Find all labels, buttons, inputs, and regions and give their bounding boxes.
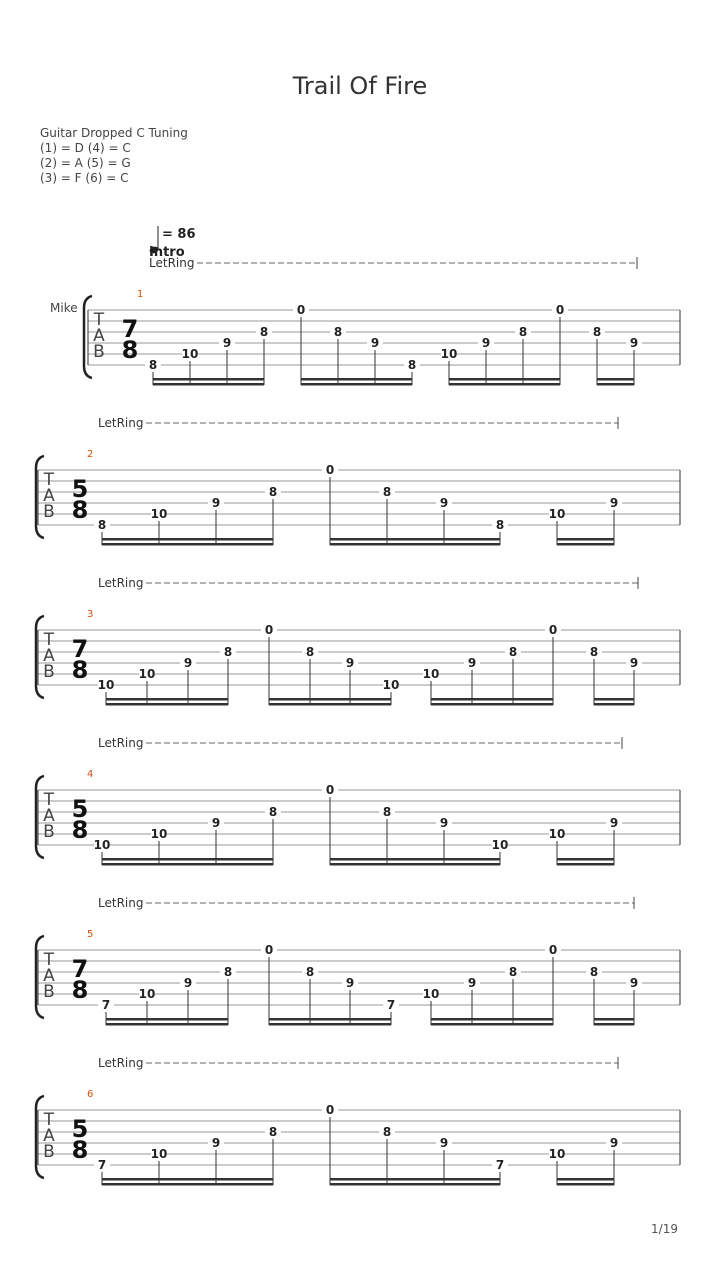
- beam-primary: [597, 383, 634, 386]
- beam-primary: [449, 383, 560, 386]
- fret-number: 10: [138, 987, 156, 1001]
- fret-number: 9: [211, 816, 221, 830]
- fret-number: 8: [268, 485, 278, 499]
- tab-clef-letter: B: [43, 982, 55, 1002]
- beam-primary: [153, 383, 264, 386]
- beam-secondary: [597, 378, 634, 381]
- time-signature-numerator: 5: [71, 795, 89, 823]
- beam-primary: [301, 383, 412, 386]
- measure-number: 6: [87, 1089, 94, 1100]
- tab-system: [36, 576, 680, 706]
- tab-clef-letter: A: [93, 326, 105, 346]
- time-signature-numerator: 5: [71, 475, 89, 503]
- tab-clef-letter: A: [43, 646, 55, 666]
- beam-primary: [102, 543, 273, 546]
- beam-secondary: [106, 698, 228, 701]
- beam-primary: [557, 1183, 614, 1186]
- let-ring-label: LetRing: [98, 1056, 144, 1070]
- fret-number: 9: [211, 496, 221, 510]
- measure-number: 1: [137, 289, 144, 300]
- tab-clef-letter: B: [43, 1142, 55, 1162]
- fret-number: 9: [345, 976, 355, 990]
- beam-primary: [594, 1023, 634, 1026]
- beam-secondary: [102, 1178, 273, 1181]
- fret-number: 8: [97, 518, 107, 532]
- fret-number: 9: [222, 336, 232, 350]
- beam-secondary: [557, 538, 614, 541]
- tab-clef-letter: B: [43, 502, 55, 522]
- fret-number: 10: [548, 1147, 566, 1161]
- fret-number: 7: [495, 1158, 505, 1172]
- beam-secondary: [269, 698, 391, 701]
- track-name: Mike: [50, 301, 78, 315]
- tab-clef-letter: A: [43, 966, 55, 986]
- fret-number: 10: [440, 347, 458, 361]
- beam-secondary: [557, 1178, 614, 1181]
- beam-primary: [330, 543, 500, 546]
- fret-number: 8: [148, 358, 158, 372]
- fret-number: 9: [629, 656, 639, 670]
- fret-number: 8: [589, 645, 599, 659]
- fret-number: 9: [629, 976, 639, 990]
- fret-number: 8: [268, 1125, 278, 1139]
- fret-number: 10: [548, 507, 566, 521]
- tab-system: [36, 1056, 680, 1186]
- let-ring-label: LetRing: [98, 416, 144, 430]
- fret-number: 10: [93, 838, 111, 852]
- beam-primary: [557, 863, 614, 866]
- fret-number: 0: [325, 1103, 335, 1117]
- time-signature-denominator: 8: [71, 1136, 89, 1164]
- beam-secondary: [301, 378, 412, 381]
- fret-number: 8: [223, 965, 233, 979]
- fret-number: 9: [629, 336, 639, 350]
- fret-number: 8: [518, 325, 528, 339]
- beam-secondary: [431, 1018, 553, 1021]
- fret-number: 8: [268, 805, 278, 819]
- fret-number: 9: [345, 656, 355, 670]
- tab-clef-letter: T: [93, 310, 105, 330]
- tab-clef-letter: T: [43, 950, 55, 970]
- beam-secondary: [557, 858, 614, 861]
- page-number: 1/19: [651, 1222, 678, 1236]
- let-ring-label: LetRing: [149, 256, 195, 270]
- tab-clef-letter: B: [43, 662, 55, 682]
- fret-number: 0: [296, 303, 306, 317]
- fret-number: 0: [548, 623, 558, 637]
- fret-number: 8: [333, 325, 343, 339]
- fret-number: 8: [407, 358, 417, 372]
- fret-number: 10: [491, 838, 509, 852]
- tuning-line: (1) = D (4) = C: [40, 141, 131, 155]
- fret-number: 0: [264, 943, 274, 957]
- fret-number: 8: [495, 518, 505, 532]
- beam-secondary: [102, 858, 273, 861]
- fret-number: 9: [609, 496, 619, 510]
- fret-number: 10: [97, 678, 115, 692]
- tab-clef-letter: A: [43, 1126, 55, 1146]
- fret-number: 8: [508, 965, 518, 979]
- beam-secondary: [431, 698, 553, 701]
- tab-clef-letter: T: [43, 470, 55, 490]
- fret-number: 7: [101, 998, 111, 1012]
- fret-number: 0: [325, 463, 335, 477]
- fret-number: 9: [467, 656, 477, 670]
- fret-number: 9: [183, 656, 193, 670]
- beam-primary: [330, 863, 500, 866]
- fret-number: 10: [150, 827, 168, 841]
- fret-number: 9: [439, 1136, 449, 1150]
- beam-primary: [431, 1023, 553, 1026]
- tempo-value: = 86: [162, 227, 196, 242]
- fret-number: 9: [439, 816, 449, 830]
- beam-primary: [594, 703, 634, 706]
- time-signature-denominator: 8: [71, 656, 89, 684]
- time-signature-denominator: 8: [121, 336, 139, 364]
- measure-number: 3: [87, 609, 94, 620]
- fret-number: 8: [589, 965, 599, 979]
- tuning-line: (2) = A (5) = G: [40, 156, 131, 170]
- fret-number: 0: [325, 783, 335, 797]
- tab-clef-letter: B: [93, 342, 105, 362]
- tab-system: [36, 416, 680, 546]
- time-signature-numerator: 7: [121, 315, 139, 343]
- fret-number: 0: [264, 623, 274, 637]
- beam-secondary: [330, 538, 500, 541]
- beam-primary: [431, 703, 553, 706]
- let-ring-label: LetRing: [98, 896, 144, 910]
- beam-secondary: [449, 378, 560, 381]
- tuning-header: Guitar Dropped C Tuning: [40, 126, 188, 140]
- measure-number: 5: [87, 929, 94, 940]
- fret-number: 7: [97, 1158, 107, 1172]
- fret-number: 9: [183, 976, 193, 990]
- tab-clef-letter: B: [43, 822, 55, 842]
- time-signature-denominator: 8: [71, 816, 89, 844]
- score-title: Trail Of Fire: [292, 72, 428, 100]
- tab-clef-letter: A: [43, 806, 55, 826]
- measure-number: 4: [87, 769, 94, 780]
- fret-number: 8: [259, 325, 269, 339]
- fret-number: 10: [422, 667, 440, 681]
- beam-primary: [330, 1183, 500, 1186]
- fret-number: 10: [150, 1147, 168, 1161]
- fret-number: 8: [508, 645, 518, 659]
- beam-secondary: [594, 1018, 634, 1021]
- let-ring-label: LetRing: [98, 576, 144, 590]
- fret-number: 10: [548, 827, 566, 841]
- fret-number: 0: [548, 943, 558, 957]
- beam-primary: [269, 703, 391, 706]
- beam-secondary: [269, 1018, 391, 1021]
- tab-clef-letter: T: [43, 630, 55, 650]
- tab-clef-letter: T: [43, 1110, 55, 1130]
- time-signature-denominator: 8: [71, 976, 89, 1004]
- tab-clef-letter: T: [43, 790, 55, 810]
- let-ring-label: LetRing: [98, 736, 144, 750]
- fret-number: 10: [181, 347, 199, 361]
- fret-number: 8: [305, 645, 315, 659]
- beam-secondary: [106, 1018, 228, 1021]
- time-signature-numerator: 7: [71, 635, 89, 663]
- fret-number: 8: [382, 485, 392, 499]
- fret-number: 9: [609, 816, 619, 830]
- fret-number: 10: [382, 678, 400, 692]
- beam-primary: [106, 1023, 228, 1026]
- fret-number: 0: [555, 303, 565, 317]
- time-signature-denominator: 8: [71, 496, 89, 524]
- tab-system: [36, 896, 680, 1026]
- fret-number: 8: [382, 805, 392, 819]
- fret-number: 9: [467, 976, 477, 990]
- beam-secondary: [102, 538, 273, 541]
- tuning-line: (3) = F (6) = C: [40, 171, 129, 185]
- tab-clef-letter: A: [43, 486, 55, 506]
- fret-number: 9: [439, 496, 449, 510]
- beam-primary: [102, 1183, 273, 1186]
- tab-system: [36, 736, 680, 866]
- beam-secondary: [153, 378, 264, 381]
- fret-number: 10: [422, 987, 440, 1001]
- time-signature-numerator: 7: [71, 955, 89, 983]
- beam-primary: [106, 703, 228, 706]
- beam-secondary: [330, 1178, 500, 1181]
- beam-secondary: [330, 858, 500, 861]
- fret-number: 10: [138, 667, 156, 681]
- tab-system: [84, 256, 680, 386]
- measure-number: 2: [87, 449, 94, 460]
- fret-number: 8: [305, 965, 315, 979]
- beam-secondary: [594, 698, 634, 701]
- fret-number: 9: [211, 1136, 221, 1150]
- beam-primary: [269, 1023, 391, 1026]
- fret-number: 7: [386, 998, 396, 1012]
- fret-number: 8: [592, 325, 602, 339]
- fret-number: 8: [223, 645, 233, 659]
- beam-primary: [557, 543, 614, 546]
- fret-number: 10: [150, 507, 168, 521]
- beam-primary: [102, 863, 273, 866]
- fret-number: 9: [609, 1136, 619, 1150]
- fret-number: 8: [382, 1125, 392, 1139]
- time-signature-numerator: 5: [71, 1115, 89, 1143]
- section-label: Intro: [149, 245, 185, 260]
- fret-number: 9: [481, 336, 491, 350]
- fret-number: 9: [370, 336, 380, 350]
